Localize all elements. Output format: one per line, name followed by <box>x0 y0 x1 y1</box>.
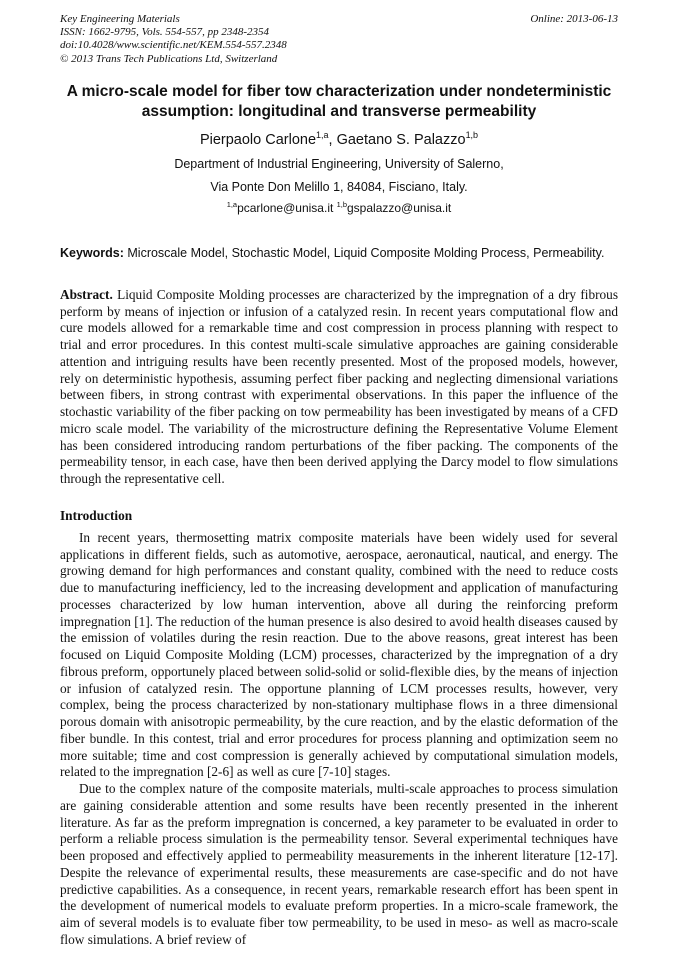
author-1-name: Pierpaolo Carlone <box>199 131 317 148</box>
email-1-superscript: 1,a <box>226 199 238 209</box>
author-1-superscript: 1,a <box>316 129 329 140</box>
journal-name: Key Engineering Materials <box>60 13 180 25</box>
copyright-line: © 2013 Trans Tech Publications Ltd, Switzerland <box>60 52 278 65</box>
authors-line <box>60 129 618 148</box>
author-2-name: Gaetano S. Palazzo <box>336 131 466 148</box>
abstract-text: Liquid Composite Molding processes are characterized by the impregnation of a dry fibrous perform by means of injection or infusion of a catalyzed resin. In recent years computational flow and cure models allowed for a remarkable time and cost compression in process planning with respect to trial and error procedures. In this contest multi-scale simulative approaches are gaining considerable attention and intriguing results have been recently presented. Most of the proposed models, however, rely on deterministic hypothesis, assuming perfect fiber packing and neglecting dimensional variations between fibers, in strong contrast with experimental observations. In this paper the influence of the stochastic variability of the fiber packing on tow permeability has been investigated by means of a CFD micro scale model. The variability of the microstructure defining the Representative Volume Element has been considered introducing random perturbations of the fiber packing. The components of the permeability tensor, in each case, have then been derived applying the Darcy model to flow simulations through the representative cell. <box>60 286 618 487</box>
keywords-label: Keywords: <box>60 245 124 260</box>
author-2-superscript: 1,b <box>465 129 479 140</box>
affiliation-line-2: Via Ponte Don Melillo 1, 84084, Fisciano, Italy. <box>210 179 468 194</box>
authors-separator: , <box>328 131 337 148</box>
issn-line: ISSN: 1662-9795, Vols. 554-557, pp 2348-2354 <box>60 26 269 39</box>
doi-line: doi:10.4028/www.scientific.net/KEM.554-557.2348 <box>60 39 287 52</box>
keywords-line <box>60 245 618 261</box>
email-2-superscript: 1,b <box>336 199 347 209</box>
emails-line <box>60 201 618 215</box>
intro-paragraph-2: Due to the complex nature of the composite materials, multi-scale approaches to process simulation are gaining considerable attention and some results have been recently presented in the inherent literature. As far as the preform impregnation is concerned, a key parameter to be evaluated in order to perform a reliable process simulation is the permeability tensor. Several experimental techniques have been proposed and effectively applied to permeability measurements in the inherent literature [12-17]. Despite the relevance of experimental results, these measurements are case-specific and do not have predictive capabilities. As a consequence, in recent years, remarkable research effort has been spent in the development of numerical models to evaluate preform properties. In a micro-scale framework, the aim of several models is to evaluate fiber tow permeability, to be used in meso- as well as macro-scale flow simulations. A brief review of <box>60 781 618 947</box>
intro-paragraph-1: In recent years, thermosetting matrix composite materials have been widely used for several applications in different fields, such as automotive, aerospace, aeronautical, nautical, and energy. The growing demand for high performances and constant quality, combined with the need to reduce costs due to manufacturing inefficiency, led to the increasing development and application of manufacturing processes characterized by low human intervention, above all during the reinforcing preform impregnation [1]. The reduction of the human presence is also desired to avoid health diseases caused by the emission of volatiles during the resin reaction. Due to the above reasons, great interest has been focused on Liquid Composite Molding (LCM) processes, characterized by the impregnation of a dry fibrous preform, opportunely placed between solid-solid or solid-flexible dies, by the means of injection or infusion of catalyzed resin. The opportune planning of LCM processes results, however, very complex, being the process characterized by non-stationary multiphase flows in a three dimensional porous domain with anisotropic permeability, by the cure reaction, and by the elastic deformation of the fiber bundle. In this contest, trial and error procedures for process planning and optimization seem no more suitable; time and cost compression is generally achieved by computational simulation models, related to the impregnation [2-6] as well as cure [7-10] stages. <box>60 529 618 780</box>
keywords-text: Microscale Model, Stochastic Model, Liquid Composite Molding Process, Permeability. <box>123 245 605 260</box>
journal-header-left <box>60 13 287 66</box>
email-2: gspalazzo@unisa.it <box>347 200 452 215</box>
email-1: pcarlone@unisa.it <box>237 200 334 215</box>
journal-header <box>60 13 618 66</box>
paper-title: A micro-scale model for fiber tow characterization under nondeterministic assumption: longitudinal and transverse permeability <box>66 82 612 121</box>
abstract-label: Abstract. <box>60 286 113 302</box>
online-date: Online: 2013-06-13 <box>530 13 618 25</box>
section-heading-introduction: Introduction <box>60 507 133 523</box>
affiliation-line-1: Department of Industrial Engineering, University of Salerno, <box>174 156 504 171</box>
abstract-paragraph <box>60 287 618 488</box>
